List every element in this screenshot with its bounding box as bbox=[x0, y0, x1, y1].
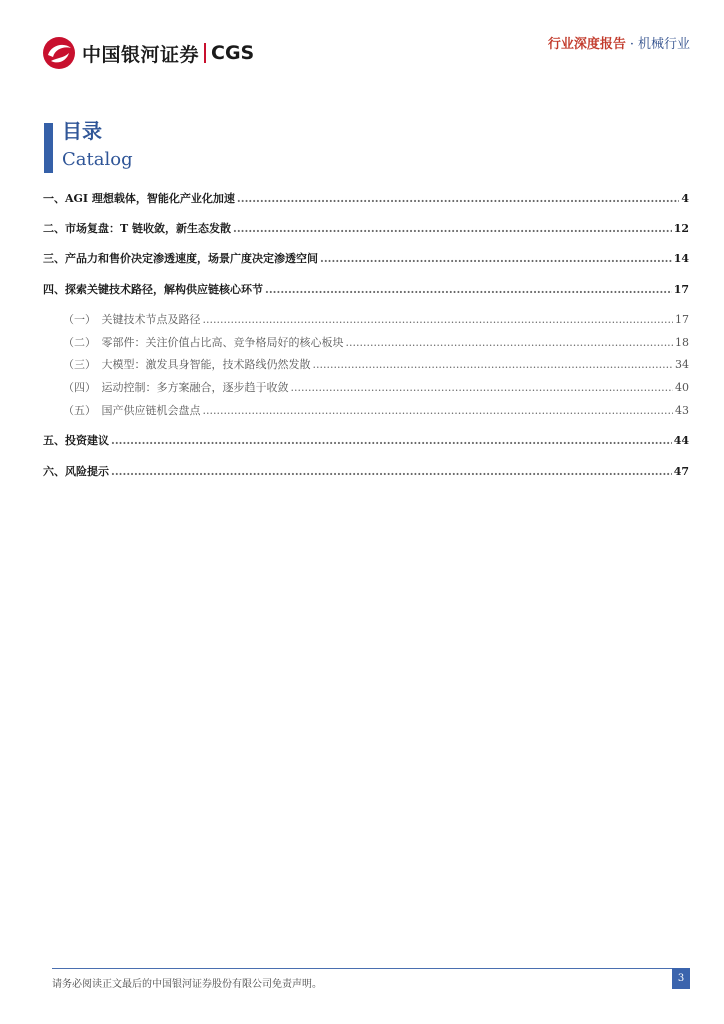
toc-entry-title: 三、产品力和售价决定渗透速度，场景广度决定渗透空间 bbox=[43, 252, 318, 265]
toc-leader bbox=[111, 434, 672, 447]
toc-leader bbox=[111, 465, 672, 478]
toc-entry-title: （三） 大模型：激发具身智能，技术路线仍然发散 bbox=[63, 358, 311, 371]
toc-entry[interactable] bbox=[43, 463, 689, 479]
toc-subentry[interactable] bbox=[63, 379, 689, 395]
toc-subentry[interactable] bbox=[63, 311, 689, 327]
brand-logo bbox=[42, 36, 254, 70]
header-separator: · bbox=[629, 37, 634, 52]
toc-entry-page: 12 bbox=[673, 222, 689, 235]
report-type: 行业深度报告 bbox=[547, 37, 626, 52]
toc-entry-page: 44 bbox=[673, 434, 689, 447]
brand-name-en: CGS bbox=[211, 42, 255, 64]
toc-entry-title: （五） 国产供应链机会盘点 bbox=[63, 404, 201, 417]
toc-leader bbox=[203, 404, 674, 417]
toc-subentry[interactable] bbox=[63, 402, 689, 418]
brand-name-cn: 中国银河证券 bbox=[82, 43, 200, 66]
toc-leader bbox=[233, 222, 672, 235]
toc-entry[interactable] bbox=[43, 432, 689, 448]
toc-leader bbox=[203, 313, 674, 326]
toc-entry[interactable] bbox=[43, 220, 689, 236]
toc-entry-page: 47 bbox=[673, 465, 689, 478]
toc-subentry[interactable] bbox=[63, 334, 689, 350]
toc-entry-page: 18 bbox=[675, 336, 689, 349]
toc-entry-title: 四、探索关键技术路径，解构供应链核心环节 bbox=[43, 283, 263, 296]
toc-leader bbox=[346, 336, 674, 349]
toc-entry[interactable] bbox=[43, 190, 689, 206]
toc-entry-title: （四） 运动控制：多方案融合，逐步趋于收敛 bbox=[63, 381, 289, 394]
catalog-title-cn: 目录 bbox=[62, 119, 102, 143]
brand-divider bbox=[204, 43, 206, 63]
toc-entry-page: 43 bbox=[675, 404, 689, 417]
footer-divider bbox=[52, 968, 690, 969]
toc-entry-title: 一、AGI 理想载体，智能化产业化加速 bbox=[43, 192, 235, 205]
toc-entry-page: 34 bbox=[675, 358, 689, 371]
toc-entry-page: 4 bbox=[681, 192, 689, 205]
cgs-logo-icon bbox=[42, 36, 76, 70]
toc-entry-title: 六、风险提示 bbox=[43, 465, 109, 478]
toc-leader bbox=[320, 252, 672, 265]
toc-leader bbox=[291, 381, 674, 394]
toc-entry-page: 17 bbox=[675, 313, 689, 326]
toc-entry-title: 五、投资建议 bbox=[43, 434, 109, 447]
toc-entry-title: （二） 零部件：关注价值占比高、竞争格局好的核心板块 bbox=[63, 336, 344, 349]
toc-entry[interactable] bbox=[43, 281, 689, 297]
footer-disclaimer: 请务必阅读正文最后的中国银河证券股份有限公司免责声明。 bbox=[52, 979, 322, 990]
toc-entry-title: （一） 关键技术节点及路径 bbox=[63, 313, 201, 326]
toc-entry-page: 17 bbox=[673, 283, 689, 296]
catalog-title-en: Catalog bbox=[62, 149, 133, 170]
toc-entry-page: 40 bbox=[675, 381, 689, 394]
industry-label: 机械行业 bbox=[637, 37, 690, 52]
toc-entry[interactable] bbox=[43, 250, 689, 266]
toc-entry-title: 二、市场复盘：T 链收敛，新生态发散 bbox=[43, 222, 232, 235]
toc-leader bbox=[313, 358, 674, 371]
toc-subentry[interactable] bbox=[63, 356, 689, 372]
toc-leader bbox=[265, 283, 672, 296]
catalog-accent-bar bbox=[44, 123, 53, 173]
report-header bbox=[548, 33, 690, 52]
toc-leader bbox=[237, 192, 679, 205]
toc-entry-page: 14 bbox=[673, 252, 689, 265]
page-number: 3 bbox=[672, 968, 690, 989]
